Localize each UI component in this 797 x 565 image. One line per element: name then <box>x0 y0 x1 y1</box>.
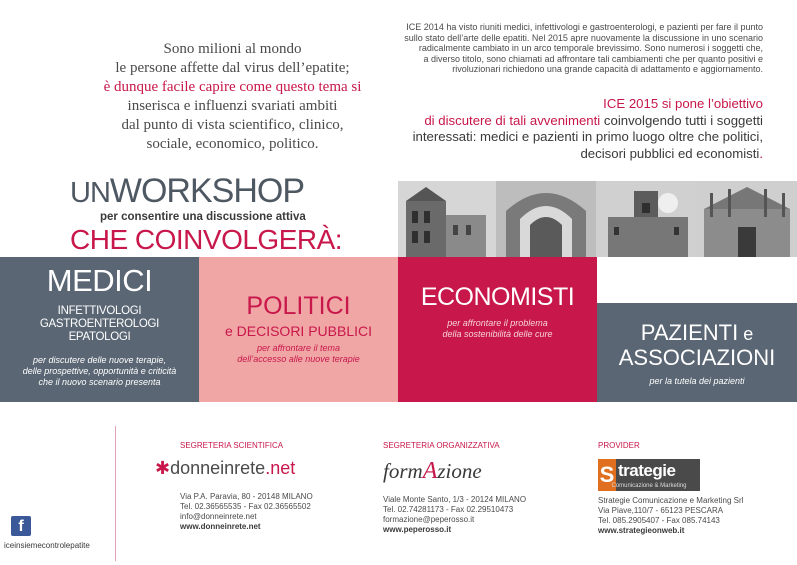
col1-website-link[interactable]: www.donneinrete.net <box>180 522 261 531</box>
intro-paragraph <box>95 40 370 154</box>
pazienti-title <box>597 321 797 370</box>
col2-phone: Tel. 02.74281173 - Fax 02.29510473 <box>383 505 514 514</box>
ice-objective-line: coinvolgendo tutti i soggetti <box>600 112 763 128</box>
economisti-title: ECONOMISTI <box>420 283 575 311</box>
provider-header: PROVIDER <box>598 441 640 450</box>
donneinrete-logo-text: donneinrete <box>170 458 266 478</box>
band-politici <box>199 257 398 402</box>
photo-galleria <box>496 181 596 257</box>
pazienti-title-word: PAZIENTI <box>640 320 739 345</box>
intro-line-highlight: è dunque facile capire come questo tema si <box>103 79 362 95</box>
col2-website-link[interactable]: www.peperosso.it <box>383 525 452 534</box>
ice-objective-line: interessati: medici e pazienti in primo luogo oltre che politici, <box>412 129 763 144</box>
economisti-description <box>398 318 597 340</box>
ice-line: rivoluzionari richiedono una grande capacità di adattamento e aggiornamento. <box>452 64 763 74</box>
formazione-logo <box>383 458 482 485</box>
medici-desc-line: per discutere delle nuove terapie, <box>32 355 167 365</box>
medici-sub-line: INFETTIVOLOGI <box>57 305 142 317</box>
politici-description <box>199 343 398 365</box>
col2-contact <box>383 495 526 535</box>
donneinrete-logo <box>155 458 295 479</box>
medici-subtitle <box>0 305 199 344</box>
workshop-title: WORKSHOP <box>109 172 305 210</box>
col2-address: Viale Monte Santo, 1/3 - 20124 MILANO <box>383 495 527 504</box>
facebook-handle-link[interactable]: iceinsiemecontrolepatite <box>4 541 90 550</box>
politici-desc-line: per affrontare il tema <box>256 343 341 353</box>
ice-objective-period: . <box>759 145 763 161</box>
formazione-logo-part: form <box>383 459 423 483</box>
pazienti-title-word: ASSOCIAZIONI <box>618 345 776 370</box>
pazienti-title-e: e <box>738 324 754 344</box>
col3-contact <box>598 496 743 536</box>
intro-line: dal punto di vista scientifico, clinico, <box>121 117 344 133</box>
footer-divider <box>115 426 116 561</box>
col3-address: Via Piave,110/7 - 65123 PESCARA <box>598 506 724 515</box>
ice-line: sullo stato dell’arte delle epatiti. Nel 2015 apre nuovamente la discussione in uno scenario <box>404 32 763 43</box>
workshop-che-coinvolgera: CHE COINVOLGERÀ: <box>70 224 343 255</box>
medici-description <box>0 355 199 388</box>
intro-line: inserisca e influenzi svariati ambiti <box>127 98 338 114</box>
strategie-logo-word: trategie <box>618 461 676 480</box>
workshop-un: UN <box>70 177 110 209</box>
strategie-logo-tagline: Comunicazione & Marketing <box>611 483 687 489</box>
medici-title: MEDICI <box>46 263 153 298</box>
donneinrete-logo-net: .net <box>265 458 296 478</box>
photo-castello <box>596 181 696 257</box>
politici-subtitle: e DECISORI PUBBLICI <box>224 323 373 339</box>
politici-desc-line: dell’accesso alle nuove terapie <box>237 354 360 364</box>
pazienti-description: per la tutela dei pazienti <box>649 376 745 386</box>
medici-sub-line: GASTROENTEROLOGI <box>39 318 160 330</box>
col1-address: Via P.A. Paravia, 80 - 20148 MILANO <box>180 492 313 501</box>
photo-duomo-side <box>398 181 496 257</box>
col3-company: Strategie Comunicazione e Marketing Srl <box>598 496 744 505</box>
band-economisti <box>398 257 597 402</box>
col1-phone: Tel. 02.36565535 - Fax 02.36565502 <box>180 502 311 511</box>
strategie-logo <box>598 459 700 491</box>
ice-description <box>385 22 763 75</box>
col1-email[interactable]: info@donneinrete.net <box>180 512 257 521</box>
strategie-logo-s: S <box>598 459 616 491</box>
politici-title: POLITICI <box>246 292 351 320</box>
medici-sub-line: EPATOLOGI <box>68 331 131 343</box>
intro-line: Sono milioni al mondo <box>163 41 302 57</box>
ice-objective-line: decisori pubblici ed economisti <box>580 145 760 161</box>
milan-architecture-photos <box>398 181 797 257</box>
intro-line: sociale, economico, politico. <box>146 136 319 152</box>
intro-line: le persone affette dal virus dell’epatite; <box>115 60 350 76</box>
facebook-icon[interactable]: f <box>11 516 31 536</box>
ice-objective-line: ICE 2015 si pone l’obiettivo <box>603 96 763 111</box>
col3-phone: Tel. 085.2905407 - Fax 085.74143 <box>598 516 720 525</box>
col3-website-link[interactable]: www.strategieonweb.it <box>598 526 685 535</box>
band-pazienti <box>597 303 797 402</box>
band-medici <box>0 257 199 402</box>
formazione-logo-accent: A <box>422 458 438 484</box>
economisti-desc-line: per affrontare il problema <box>447 318 548 328</box>
ice-line: radicalmente cambiato in un arco temporale brevissimo. Sono numerosi i soggetti che, <box>418 43 763 53</box>
ice-line: ICE 2014 ha visto riuniti medici, infettivologi e gastroenterologi, e pazienti per fare il punto <box>406 22 763 32</box>
photo-duomo-facade <box>696 181 797 257</box>
medici-desc-line: delle prospettive, opportunità e criticità <box>22 366 177 376</box>
donneinrete-logo-icon: ✱ <box>155 458 171 478</box>
workshop-subtitle: per consentire una discussione attiva <box>100 211 306 223</box>
workshop-heading <box>70 172 304 211</box>
ice-line: a diverso titolo, sono chiamati ad affrontare tali cambiamenti che per quanto positivi e <box>423 53 763 64</box>
segreteria-organizzativa-header: SEGRETERIA ORGANIZZATIVA <box>383 441 500 450</box>
medici-desc-line: che il nuovo scenario presenta <box>38 377 161 387</box>
economisti-desc-line: della sostenibilità delle cure <box>442 329 553 339</box>
segreteria-scientifica-header: SEGRETERIA SCIENTIFICA <box>180 441 284 450</box>
formazione-logo-part: zione <box>437 459 482 483</box>
ice-objective <box>385 96 763 162</box>
ice-objective-line: di discutere di tali avvenimenti <box>424 112 601 128</box>
col1-contact <box>180 492 313 532</box>
col2-email[interactable]: formazione@peperosso.it <box>383 515 475 524</box>
